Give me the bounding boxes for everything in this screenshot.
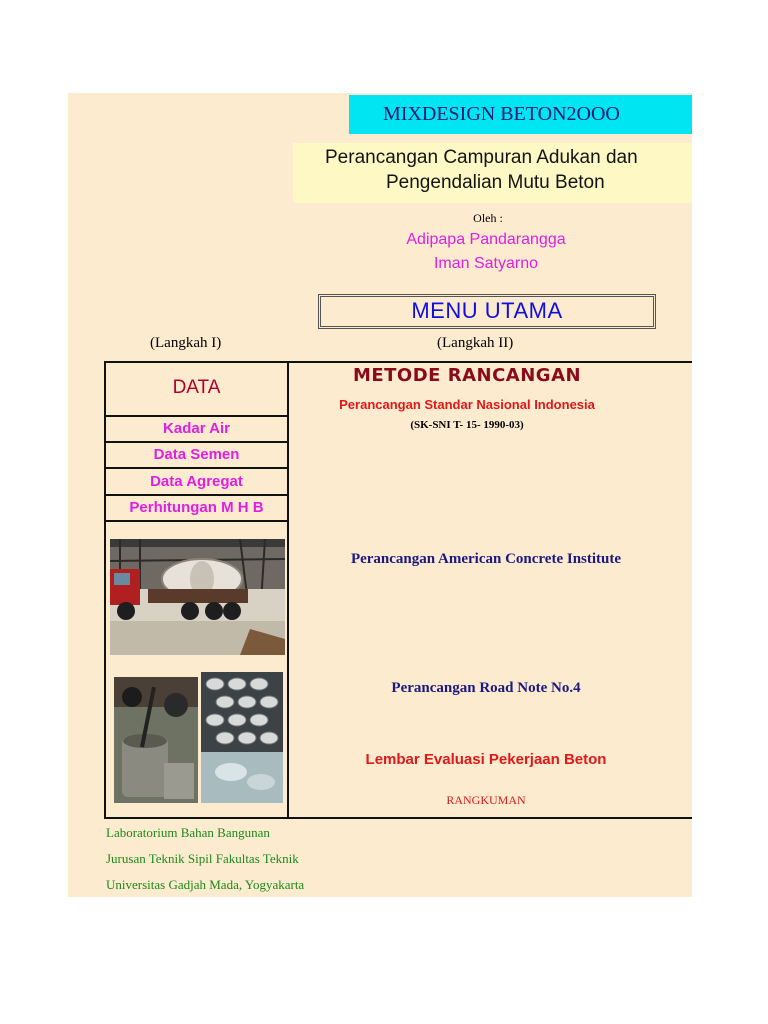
- document-page: [68, 93, 692, 897]
- subtitle-banner: [293, 143, 692, 203]
- by-label: Oleh :: [473, 211, 503, 225]
- data-header: DATA: [106, 363, 287, 417]
- concrete-cylinders-photo: [201, 672, 283, 803]
- aci-method-link[interactable]: Perancangan American Concrete Institute: [350, 551, 622, 567]
- slump-test-photo: [114, 677, 198, 803]
- main-menu-title: MENU UTAMA: [411, 298, 563, 323]
- step-2-label: (Langkah II): [437, 335, 514, 351]
- method-header: METODE RANCANGAN: [352, 365, 582, 386]
- perhitungan-mhb-link[interactable]: Perhitungan M H B: [106, 496, 287, 522]
- summary-link[interactable]: RANGKUMAN: [446, 793, 526, 807]
- subtitle-line-1: Perancangan Campuran Adukan dan: [325, 147, 638, 168]
- data-panel: [104, 361, 289, 819]
- sni-method-link[interactable]: Perancangan Standar Nasional Indonesia: [339, 397, 595, 412]
- data-semen-link[interactable]: Data Semen: [106, 443, 287, 469]
- author-2: Iman Satyarno: [433, 255, 539, 272]
- app-title: MIXDESIGN BETON2OOO: [349, 95, 692, 134]
- step-1-label: (Langkah I): [150, 335, 222, 351]
- road-note-method-link[interactable]: Perancangan Road Note No.4: [391, 680, 581, 696]
- main-menu-heading: [318, 294, 656, 329]
- evaluation-sheet-link[interactable]: Lembar Evaluasi Pekerjaan Beton: [365, 751, 607, 768]
- author-1: Adipapa Pandarangga: [406, 231, 566, 248]
- data-agregat-link[interactable]: Data Agregat: [106, 469, 287, 496]
- footer-line-2: Jurusan Teknik Sipil Fakultas Teknik: [106, 851, 299, 866]
- kadar-air-link[interactable]: Kadar Air: [106, 417, 287, 443]
- footer-line-3: Universitas Gadjah Mada, Yogyakarta: [106, 877, 305, 892]
- subtitle-line-2: Pengendalian Mutu Beton: [386, 172, 605, 193]
- sni-code: (SK-SNI T- 15- 1990-03): [410, 419, 524, 431]
- footer-line-1: Laboratorium Bahan Bangunan: [106, 825, 270, 840]
- concrete-mixer-truck-photo: [110, 539, 285, 655]
- method-panel: [287, 361, 692, 819]
